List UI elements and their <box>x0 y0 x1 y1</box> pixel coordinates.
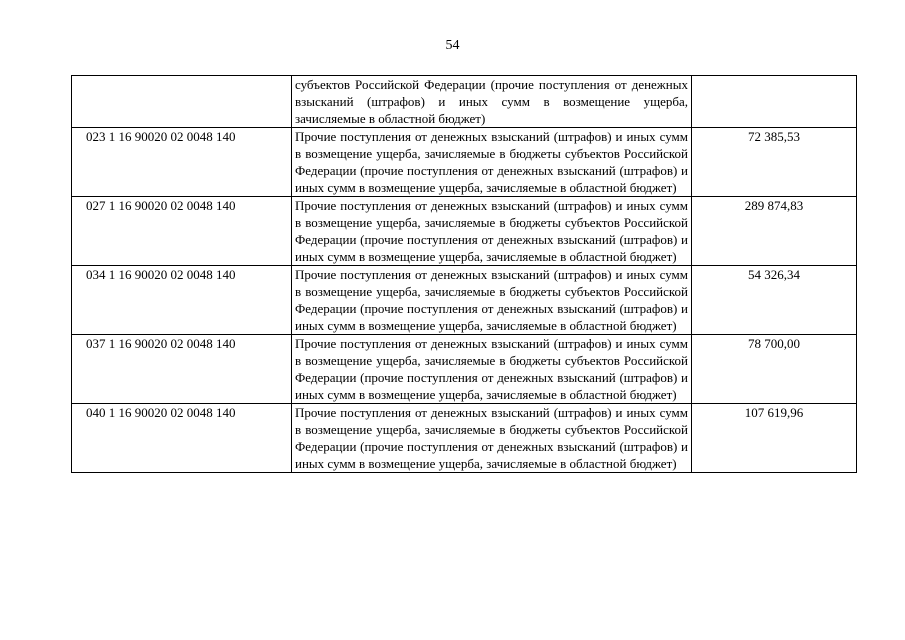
table-row <box>72 76 857 128</box>
description-cell: Прочие поступления от денежных взысканий (штрафов) и иных сумм в возмещение ущерба, зачисляемые в бюджеты субъектов Российской Федерации (прочие поступления от денежных взысканий (штрафов) и иных сумм в возмещение ущерба, зачисляемые в областной бюджет) <box>292 266 692 335</box>
description-cell: Прочие поступления от денежных взысканий (штрафов) и иных сумм в возмещение ущерба, зачисляемые в бюджеты субъектов Российской Федерации (прочие поступления от денежных взысканий (штрафов) и иных сумм в возмещение ущерба, зачисляемые в областной бюджет) <box>292 197 692 266</box>
amount-cell: 72 385,53 <box>692 128 857 197</box>
description-cell: Прочие поступления от денежных взысканий (штрафов) и иных сумм в возмещение ущерба, зачисляемые в бюджеты субъектов Российской Федерации (прочие поступления от денежных взысканий (штрафов) и иных сумм в возмещение ущерба, зачисляемые в областной бюджет) <box>292 404 692 473</box>
budget-code-cell: 034 1 16 90020 02 0048 140 <box>72 266 292 335</box>
table-row <box>72 404 857 473</box>
description-cell: Прочие поступления от денежных взысканий (штрафов) и иных сумм в возмещение ущерба, зачисляемые в бюджеты субъектов Российской Федерации (прочие поступления от денежных взысканий (штрафов) и иных сумм в возмещение ущерба, зачисляемые в областной бюджет) <box>292 335 692 404</box>
table-row <box>72 335 857 404</box>
amount-cell: 289 874,83 <box>692 197 857 266</box>
budget-code-cell: 040 1 16 90020 02 0048 140 <box>72 404 292 473</box>
amount-cell <box>692 76 857 128</box>
description-cell: Прочие поступления от денежных взысканий (штрафов) и иных сумм в возмещение ущерба, зачисляемые в бюджеты субъектов Российской Федерации (прочие поступления от денежных взысканий (штрафов) и иных сумм в возмещение ущерба, зачисляемые в областной бюджет) <box>292 128 692 197</box>
budget-code-cell: 027 1 16 90020 02 0048 140 <box>72 197 292 266</box>
budget-revenue-table <box>71 75 857 473</box>
budget-code-cell: 037 1 16 90020 02 0048 140 <box>72 335 292 404</box>
description-cell: субъектов Российской Федерации (прочие поступления от денежных взысканий (штрафов) и иных сумм в возмещение ущерба, зачисляемые в областной бюджет) <box>292 76 692 128</box>
budget-code-cell <box>72 76 292 128</box>
table-row <box>72 197 857 266</box>
table-row <box>72 266 857 335</box>
budget-code-cell: 023 1 16 90020 02 0048 140 <box>72 128 292 197</box>
table-row <box>72 128 857 197</box>
amount-cell: 78 700,00 <box>692 335 857 404</box>
amount-cell: 54 326,34 <box>692 266 857 335</box>
page-number: 54 <box>445 38 460 53</box>
amount-cell: 107 619,96 <box>692 404 857 473</box>
